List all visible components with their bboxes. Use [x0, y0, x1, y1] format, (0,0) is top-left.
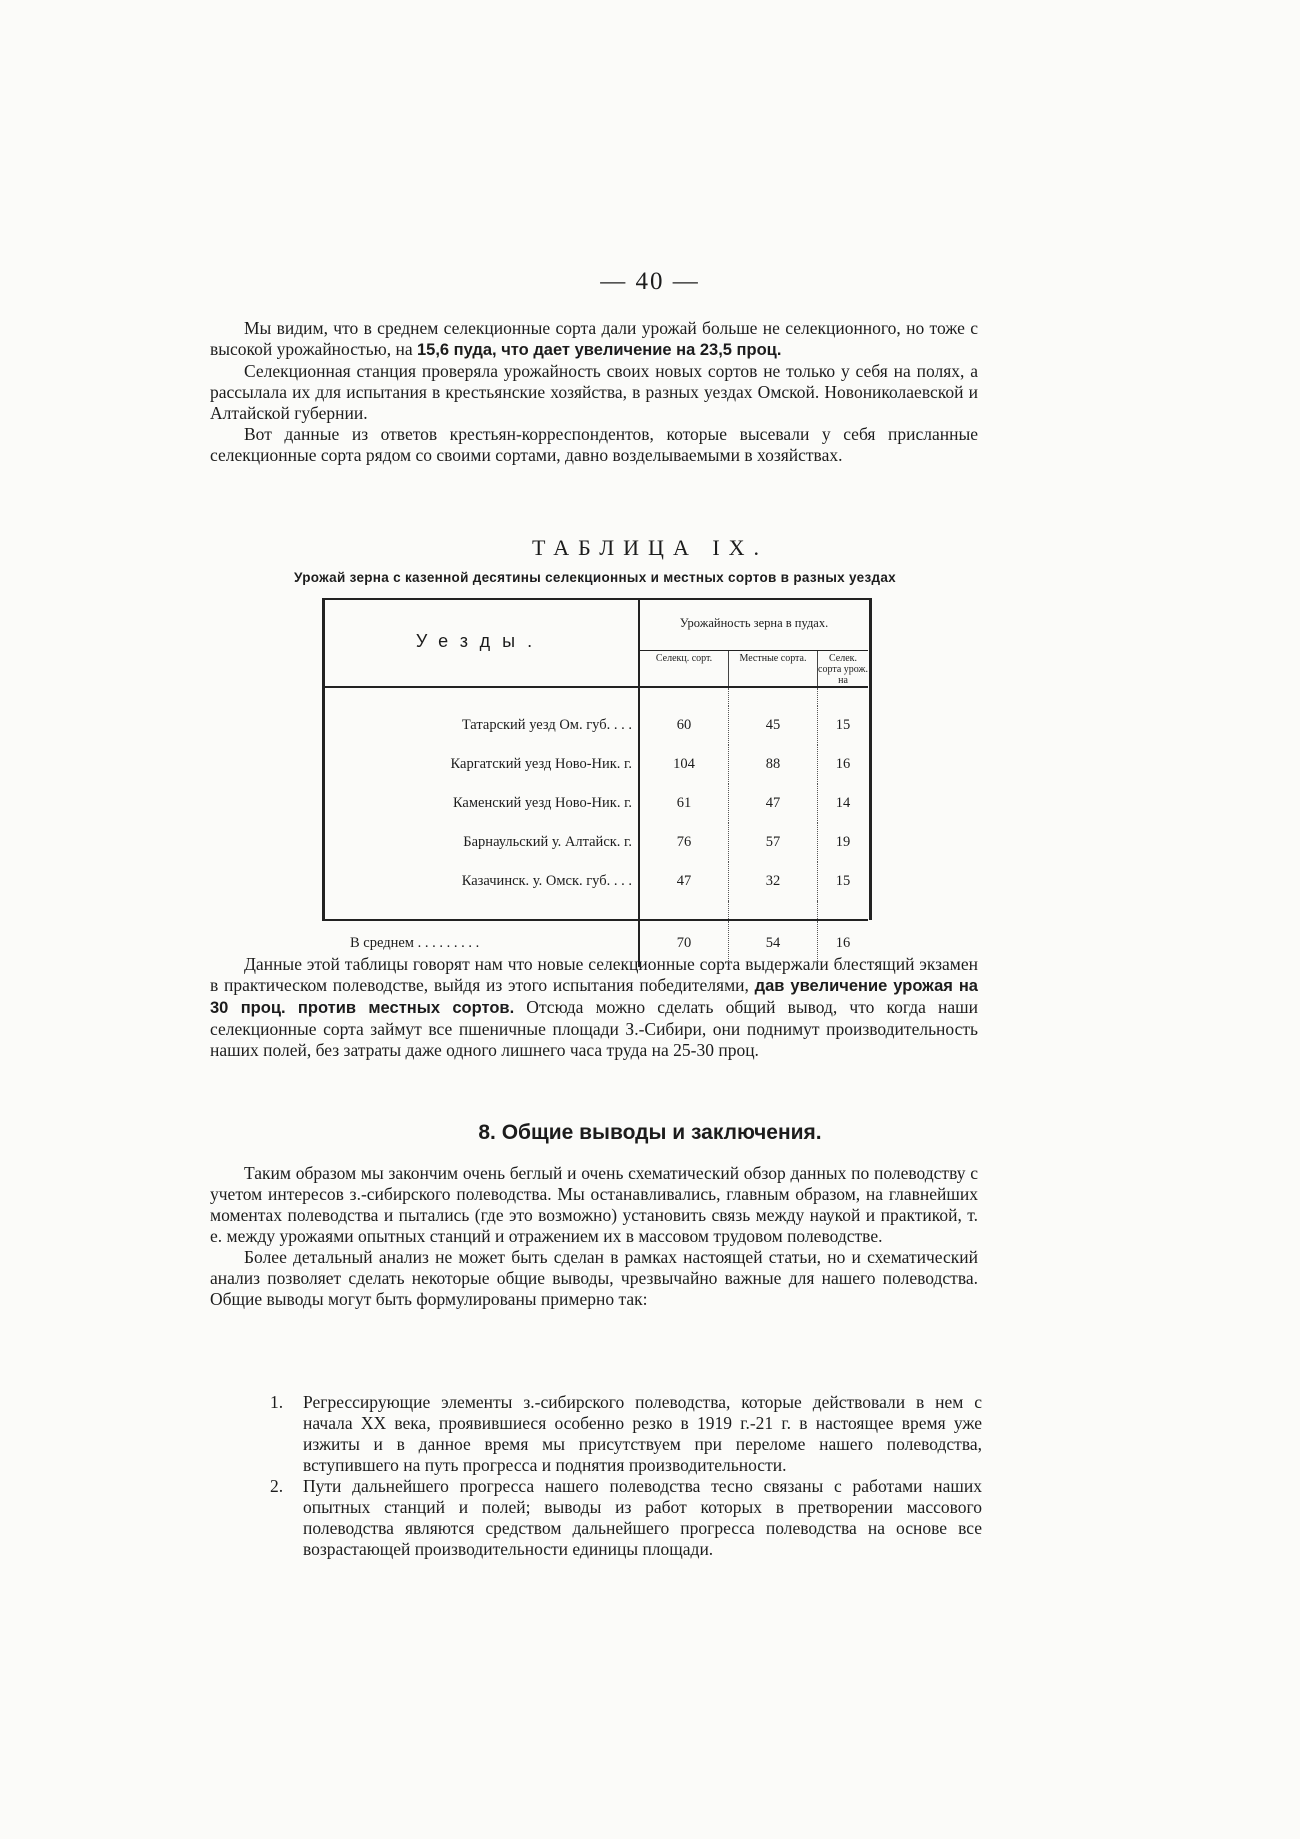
- table-row: [322, 784, 868, 823]
- table-header-row: [322, 598, 868, 650]
- list-item: [270, 1476, 982, 1560]
- row-name: Каргатский уезд Ново-Ник. г.: [322, 745, 639, 784]
- intro-paragraph-1-text: Мы видим, что в среднем селекционные сорта дали урожай больше не селекционного, но тоже с высокой урожайностью, на: [210, 318, 978, 359]
- section-paragraph-2: Более детальный анализ не может быть сделан в рамках настоящей статьи, но и схематический анализ позволяет сделать некоторые общие выводы, чрезвычайно важные для нашего полеводства. Общие выводы могут быть формулированы примерно так:: [210, 1247, 978, 1309]
- table-row: [322, 862, 868, 901]
- row-name: Казачинск. у. Омск. губ. . . .: [322, 862, 639, 901]
- row-diff: 15: [835, 872, 851, 889]
- row-mestnye: 32: [729, 862, 818, 901]
- after-table-block: [210, 954, 978, 1061]
- row-name: Каменский уезд Ново-Ник. г.: [322, 784, 639, 823]
- avg-mestnye: 54: [729, 920, 818, 967]
- list-item-number: 1.: [270, 1392, 284, 1412]
- header-selekc: Селекц. сорт.: [639, 650, 729, 687]
- row-diff: 14: [835, 794, 851, 811]
- header-yield-group: Урожайность зерна в пудах.: [639, 598, 868, 650]
- list-item-text: Регрессирующие элементы з.-сибирского полеводства, которые действовали в нем с начала XX века, проявившиеся особенно резко в 1919 г.-21 г. в настоящее время уже изжиты и в данное время мы присутствуем при переломе нашего полеводства, вступившего на путь прогресса и поднятия производительности.: [303, 1392, 982, 1475]
- conclusions-list: [270, 1392, 982, 1560]
- table-spacer: [322, 901, 868, 920]
- after-table-text-end: Отсюда можно сделать общий вывод, что когда наши селекционные сорта займут все пшеничные площади З.-Сибири, они поднимут производительность наших полей, без затраты даже одного лишнего часа труда на 25-30 проц.: [210, 997, 978, 1060]
- avg-diff: 16: [818, 920, 869, 967]
- row-selekc: 61: [639, 784, 729, 823]
- list-item: [270, 1392, 982, 1476]
- header-mestnye: Местные сорта.: [729, 650, 818, 687]
- table-title: ТАБЛИЦА IX.: [531, 535, 769, 560]
- table-row: [322, 745, 868, 784]
- row-diff: 19: [835, 833, 851, 850]
- header-diff: Селек. сорта урож. на: [818, 650, 869, 687]
- page-number: — 40 —: [600, 268, 700, 295]
- row-diff: 15: [835, 716, 851, 733]
- intro-paragraph-2: Селекционная станция проверяла урожайность своих новых сортов не только у себя на полях, а рассылала их для испытания в крестьянские хозяйства, в разных уездах Омской. Новониколаевской и Алтайской губернии.: [210, 361, 978, 423]
- after-table-text-start: Данные этой таблицы говорят нам что новые селекционные сорта выдержали блестящий экзамен в практическом полеводстве, выйдя из этого испытания победителями,: [210, 954, 978, 995]
- section-body: [210, 1163, 978, 1310]
- row-name: Татарский уезд Ом. губ. . . .: [322, 706, 639, 745]
- after-table-paragraph: [210, 954, 978, 1061]
- avg-selekc: 70: [639, 920, 729, 967]
- row-selekc: 47: [639, 862, 729, 901]
- yield-table-grid: [322, 598, 868, 967]
- table-row: [322, 706, 868, 745]
- row-diff: 16: [835, 755, 851, 772]
- intro-paragraph-1-bold: 15,6 пуда, что дает увеличение на 23,5 проц.: [416, 341, 782, 359]
- row-mestnye: 47: [729, 784, 818, 823]
- intro-block: [210, 318, 978, 466]
- list-item-number: 2.: [270, 1476, 284, 1496]
- intro-paragraph-1: [210, 318, 978, 361]
- after-table-bold: дав увеличение урожая на 30 проц. против местных сортов.: [210, 977, 978, 1017]
- row-selekc: 60: [639, 706, 729, 745]
- row-mestnye: 45: [729, 706, 818, 745]
- section-paragraph-1: Таким образом мы закончим очень беглый и очень схематический обзор данных по полеводству с учетом интересов з.-сибирского полеводства. Мы останавливались, главным образом, на главнейших моментах полеводства и пытались (где это возможно) установить связь между наукой и практикой, т. е. между урожаями опытных станций и отражением их в массовом трудовом полеводстве.: [210, 1163, 978, 1246]
- row-mestnye: 88: [729, 745, 818, 784]
- list-item-text: Пути дальнейшего прогресса нашего полеводства тесно связаны с работами наших опытных станций и полей; выводы из работ которых в претворении массового полеводства являются средством дальнейшего прогресса полеводства на основе все возрастающей производительности единицы площади.: [303, 1476, 982, 1559]
- yield-table: [322, 598, 868, 951]
- row-name: Барнаульский у. Алтайск. г.: [322, 823, 639, 862]
- intro-paragraph-3: Вот данные из ответов крестьян-корреспондентов, которые высевали у себя присланные селекционные сорта рядом со своими сортами, давно возделываемыми в хозяйствах.: [210, 424, 978, 465]
- table-caption: Урожай зерна с казенной десятины селекционных и местных сортов в разных уездах: [294, 570, 896, 585]
- row-selekc: 76: [639, 823, 729, 862]
- section-heading: 8. Общие выводы и заключения.: [478, 1121, 822, 1144]
- table-spacer: [322, 687, 868, 706]
- header-uezdy: Уезды.: [322, 598, 639, 687]
- row-mestnye: 57: [729, 823, 818, 862]
- row-selekc: 104: [639, 745, 729, 784]
- table-row: [322, 823, 868, 862]
- avg-name: В среднем . . . . . . . . .: [322, 920, 639, 967]
